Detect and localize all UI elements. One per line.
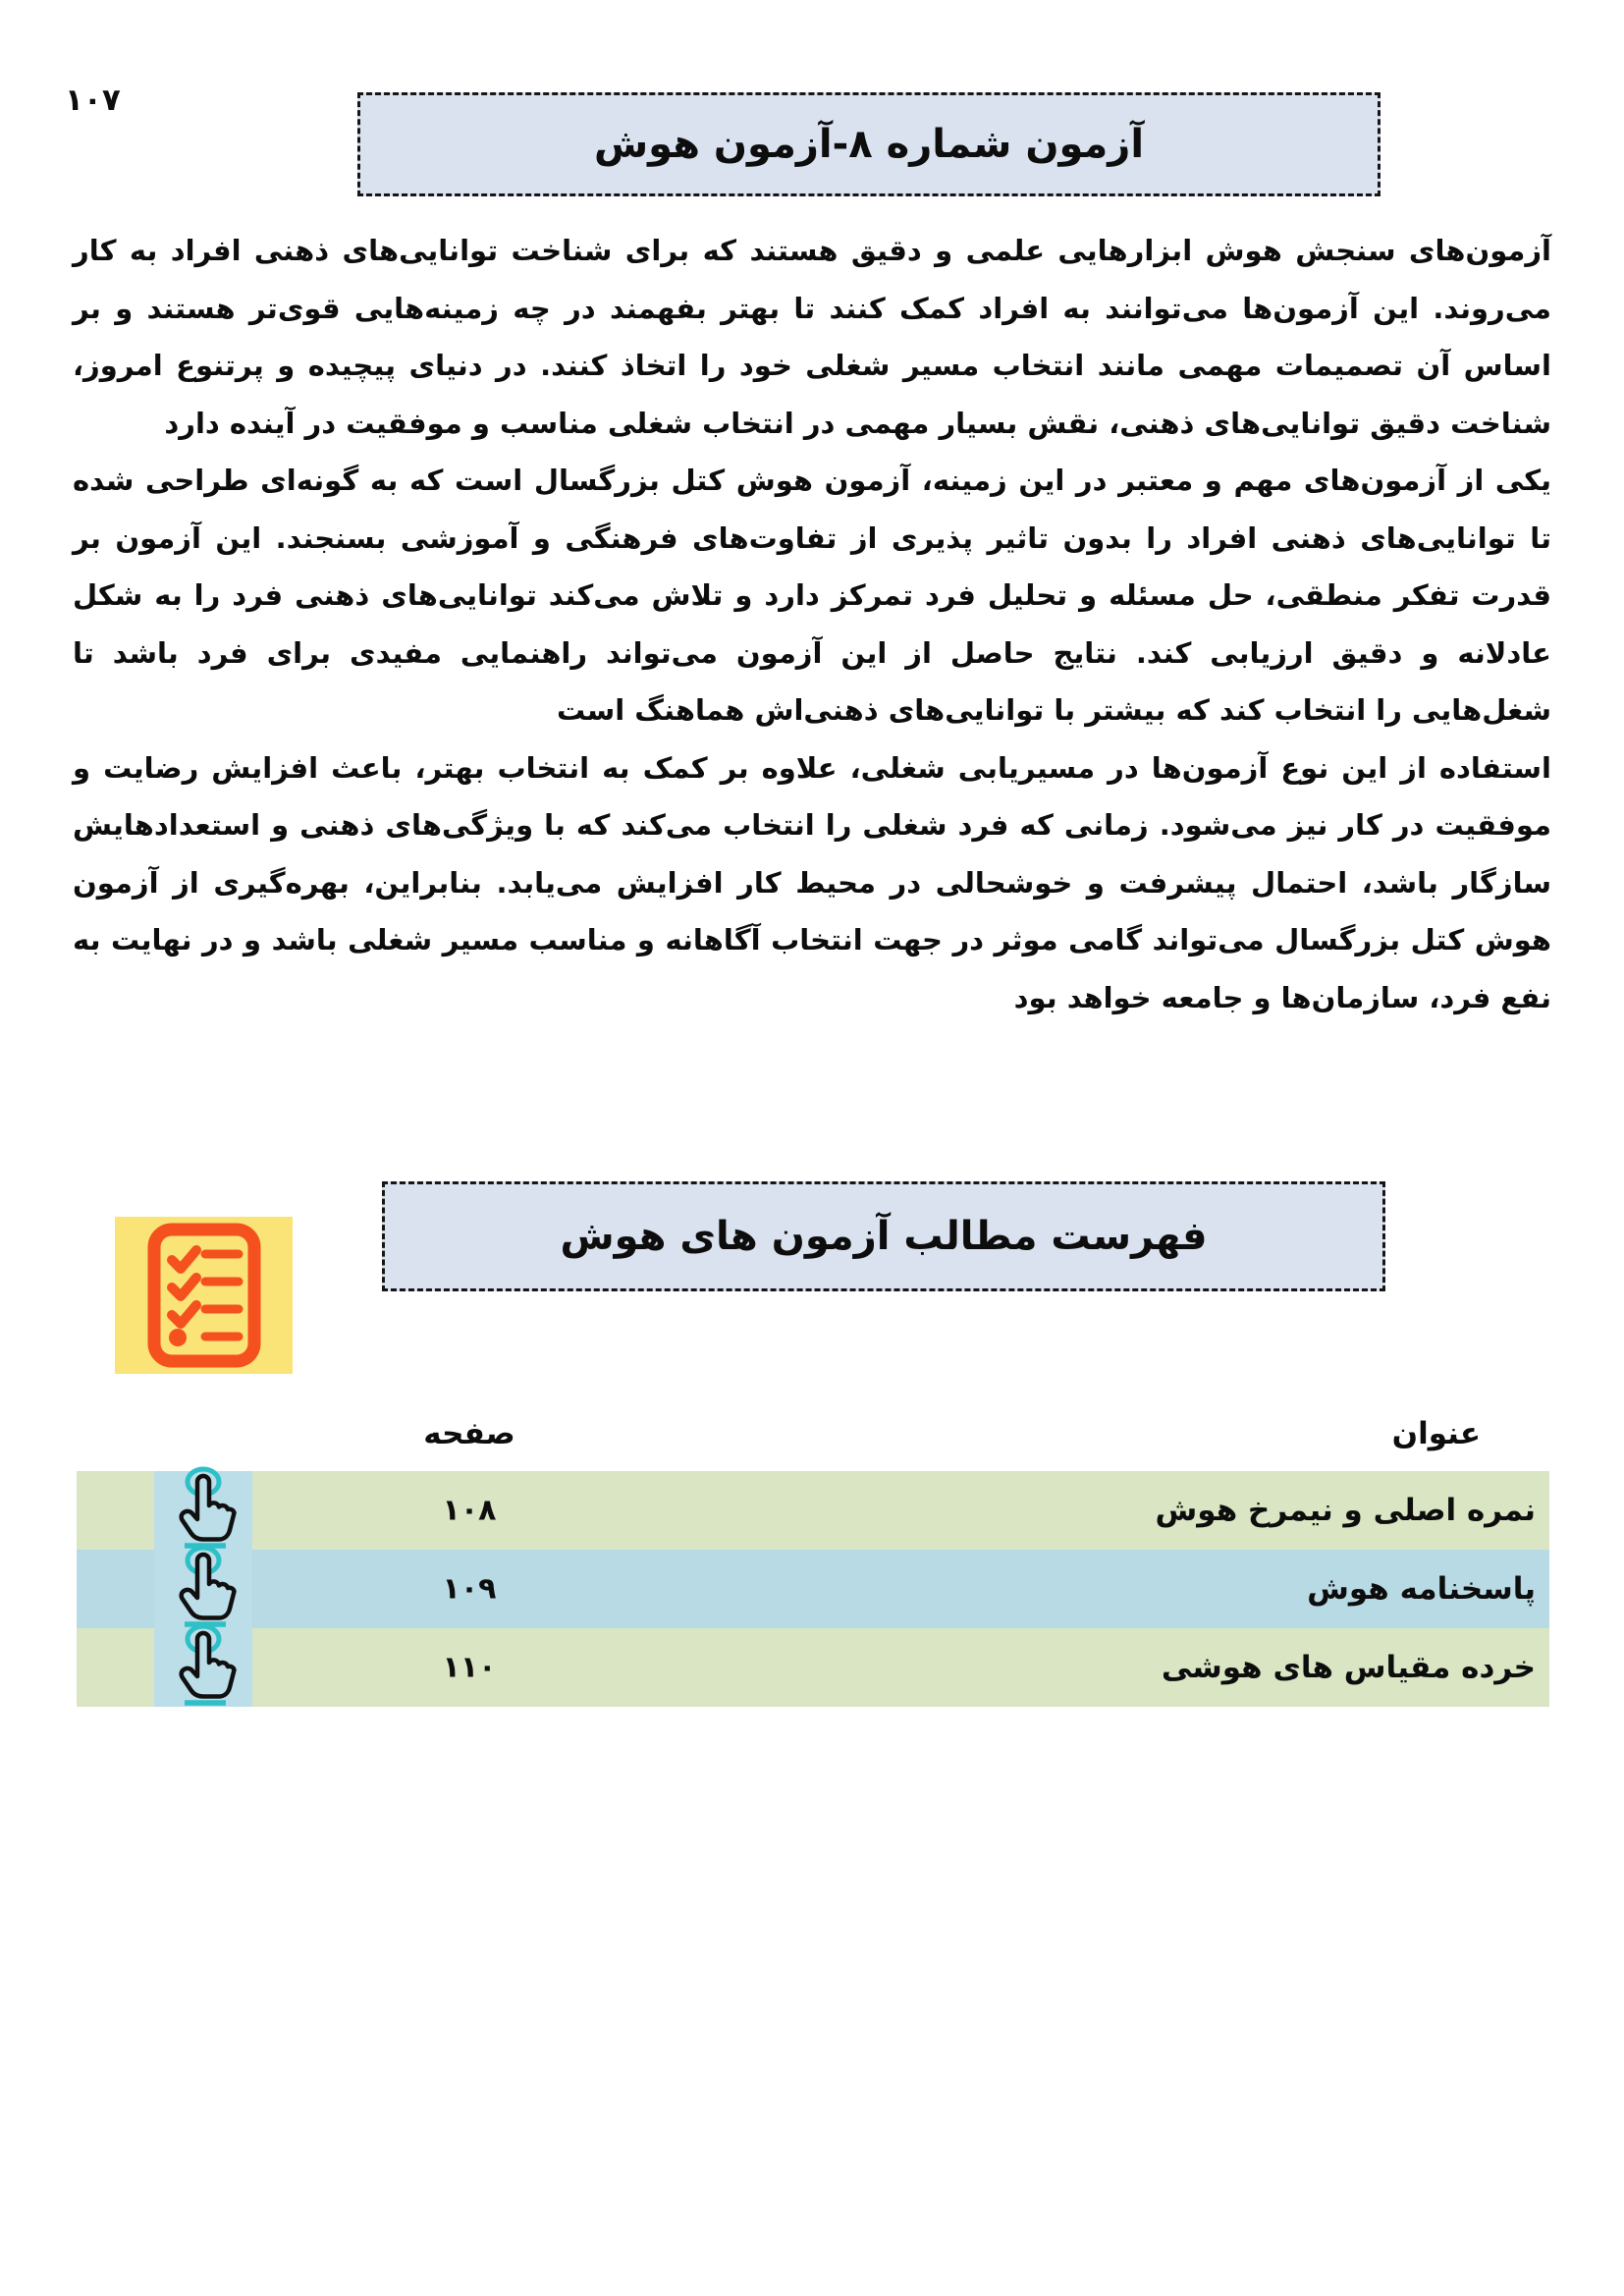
toc-row-page: ۱۰۹ [442,1571,497,1607]
toc-row-main-score[interactable] [77,1471,1549,1550]
toc-column-title: عنوان [1391,1416,1481,1451]
intro-text [73,222,1551,1026]
contents-title [382,1181,1385,1291]
toc-column-page: صفحه [423,1416,515,1451]
paragraph: استفاده از این نوع آزمون‌ها در مسیریابی شغلی، علاوه بر کمک به انتخاب بهتر، باعث افزایش رضایت و موفقیت در کار نیز می‌شود. زمانی که فرد شغلی را انتخاب می‌کند که با ویژگی‌های ذهنی و استعدادهایش سازگار باشد، احتمال پیشرفت و خوشحالی در محیط کار افزایش می‌یابد. بنابراین، بهره‌گیری از آزمون هوش کتل بزرگسال می‌تواند گامی موثر در جهت انتخاب آگاهانه و مناسب مسیر شغلی باشد و در نهایت به نفع فرد، سازمان‌ها و جامعه خواهد بود [73,750,1551,1014]
toc-row-page: ۱۰۸ [442,1493,497,1528]
paragraph: آزمون‌های سنجش هوش ابزارهایی علمی و دقیق هستند که برای شناخت توانایی‌های ذهنی افراد به کار می‌روند. این آزمون‌ها می‌توانند به افراد کمک کنند تا بهتر بفهمند در چه زمینه‌هایی قوی‌تر هستند و بر اساس آن تصمیمات مهمی مانند انتخاب مسیر شغلی خود را اتخاذ کنند. در دنیای پیچیده و پرتنوع امروز، شناخت دقیق توانایی‌های ذهنی، نقش بسیار مهمی در انتخاب شغلی مناسب و موفقیت در آینده دارد [73,234,1551,440]
page-number: ۱۰۷ [65,82,121,118]
table-of-contents [77,1412,1549,1707]
toc-row-subscales[interactable] [77,1628,1549,1707]
tap-icon[interactable] [154,1628,252,1707]
toc-row-answer-sheet[interactable] [77,1550,1549,1628]
toc-row-title: خرده مقیاس های هوشی [1161,1650,1536,1685]
toc-row-title: پاسخنامه هوش [1307,1571,1536,1607]
page-title [357,92,1380,196]
checklist-icon [115,1217,293,1374]
contents-title-text: فهرست مطالب آزمون های هوش [560,1214,1208,1259]
page-title-text: آزمون شماره ۸-آزمون هوش [593,122,1145,167]
tap-icon[interactable] [154,1550,252,1628]
tap-icon[interactable] [154,1471,252,1550]
toc-row-page: ۱۱۰ [442,1650,497,1685]
toc-row-title: نمره اصلی و نیمرخ هوش [1155,1493,1536,1528]
paragraph: یکی از آزمون‌های مهم و معتبر در این زمینه، آزمون هوش کتل بزرگسال است که به گونه‌ای طراحی شده تا توانایی‌های ذهنی افراد را بدون تاثیر پذیری از تفاوت‌های فرهنگی و آموزشی بسنجند. این آزمون بر قدرت تفکر منطقی، حل مسئله و تحلیل فرد تمرکز دارد و تلاش می‌کند توانایی‌های ذهنی فرد را به شکل عادلانه و دقیق ارزیابی کند. نتایج حاصل از این آزمون می‌تواند راهنمایی مفیدی برای فرد باشد تا شغل‌هایی را انتخاب کند که بیشتر با توانایی‌های ذهنی‌اش هماهنگ است [73,464,1551,727]
toc-header-row [77,1412,1549,1471]
